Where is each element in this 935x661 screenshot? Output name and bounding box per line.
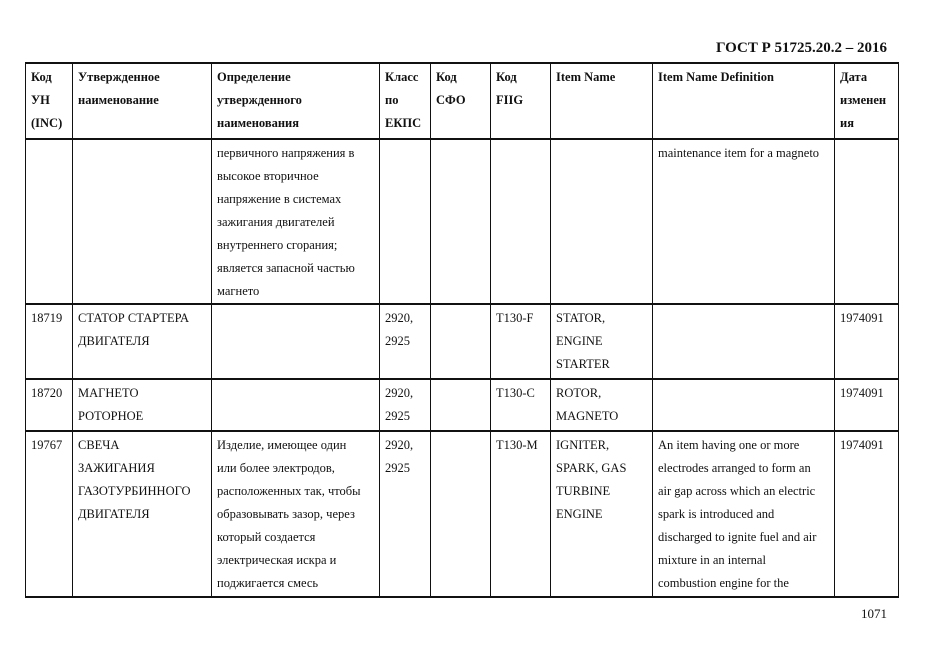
column-header-item-name: Item Name (551, 63, 653, 139)
column-header-approved-name: Утвержденное наименование (73, 63, 212, 139)
cell-fiig-code: T130-M (491, 431, 551, 597)
cell-definition (212, 379, 380, 431)
cell-item-name-definition: maintenance item for a magneto (653, 139, 835, 304)
cell-definition: первичного напряжения в высокое вторичное напряжение в системах зажигания двигателей внутреннего сгорания; является запасной частью магнето (212, 139, 380, 304)
column-header-inc-code: Код УН (INC) (26, 63, 73, 139)
cell-inc-code: 18719 (26, 304, 73, 379)
cell-fiig-code: T130-C (491, 379, 551, 431)
item-name-table (25, 62, 899, 598)
cell-ekps-class: 2920, 2925 (380, 379, 431, 431)
cell-approved-name (73, 139, 212, 304)
standard-designation: ГОСТ Р 51725.20.2 – 2016 (715, 40, 887, 56)
column-header-definition: Определение утвержденного наименования (212, 63, 380, 139)
cell-inc-code: 18720 (26, 379, 73, 431)
cell-item-name: ROTOR, MAGNETO (551, 379, 653, 431)
cell-item-name-definition (653, 379, 835, 431)
table-row (26, 431, 899, 597)
cell-inc-code: 19767 (26, 431, 73, 597)
cell-change-date: 1974091 (835, 304, 899, 379)
table-row (26, 139, 899, 304)
cell-item-name-definition: An item having one or more electrodes arranged to form an air gap across which an electric spark is introduced and discharged to ignite fuel and air mixture in an internal combustion engine for the (653, 431, 835, 597)
cell-approved-name: СТАТОР СТАРТЕРА ДВИГАТЕЛЯ (73, 304, 212, 379)
cell-ekps-class (380, 139, 431, 304)
cell-change-date: 1974091 (835, 431, 899, 597)
cell-inc-code (26, 139, 73, 304)
cell-sfo-code (431, 431, 491, 597)
table-row (26, 304, 899, 379)
cell-sfo-code (431, 304, 491, 379)
cell-item-name-definition (653, 304, 835, 379)
cell-item-name (551, 139, 653, 304)
column-header-change-date: Дата изменен ия (835, 63, 899, 139)
cell-definition (212, 304, 380, 379)
cell-fiig-code: T130-F (491, 304, 551, 379)
column-header-sfo-code: Код СФО (431, 63, 491, 139)
cell-ekps-class: 2920, 2925 (380, 431, 431, 597)
column-header-item-name-definition: Item Name Definition (653, 63, 835, 139)
cell-change-date (835, 139, 899, 304)
cell-sfo-code (431, 139, 491, 304)
cell-ekps-class: 2920, 2925 (380, 304, 431, 379)
cell-item-name: STATOR, ENGINE STARTER (551, 304, 653, 379)
page-number: 1071 (861, 606, 887, 621)
cell-change-date: 1974091 (835, 379, 899, 431)
column-header-ekps-class: Класс по ЕКПС (380, 63, 431, 139)
cell-fiig-code (491, 139, 551, 304)
table-row (26, 379, 899, 431)
header-row (26, 63, 899, 139)
cell-definition: Изделие, имеющее один или более электродов, расположенных так, чтобы образовывать зазор, через который создается электрическая искра и поджигается смесь (212, 431, 380, 597)
cell-item-name: IGNITER, SPARK, GAS TURBINE ENGINE (551, 431, 653, 597)
cell-approved-name: МАГНЕТО РОТОРНОЕ (73, 379, 212, 431)
cell-approved-name: СВЕЧА ЗАЖИГАНИЯ ГАЗОТУРБИННОГО ДВИГАТЕЛЯ (73, 431, 212, 597)
cell-sfo-code (431, 379, 491, 431)
column-header-fiig-code: Код FIIG (491, 63, 551, 139)
